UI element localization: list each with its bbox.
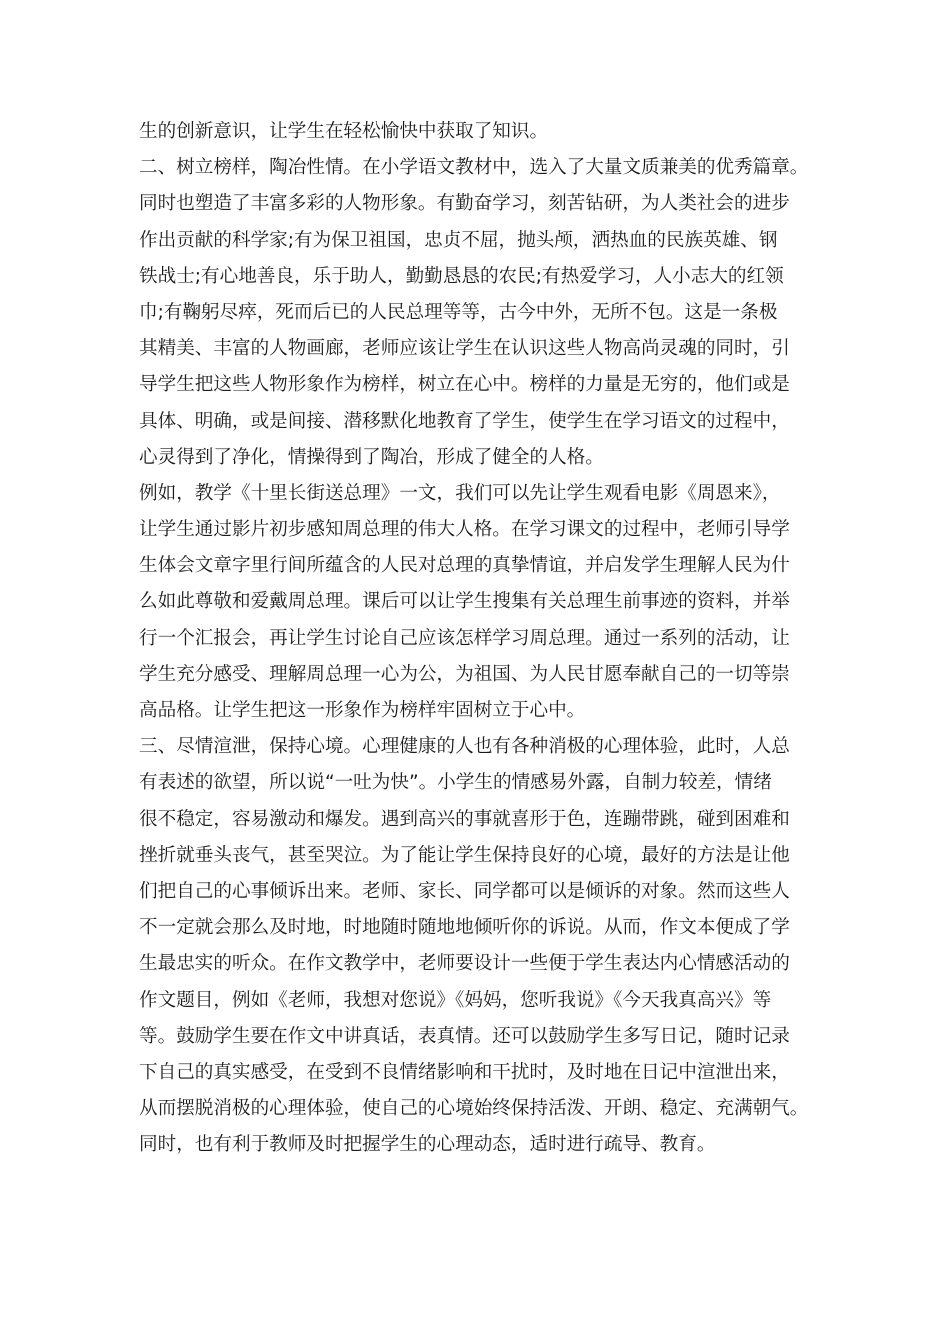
text-line: 心灵得到了净化，情操得到了陶冶，形成了健全的人格。 bbox=[139, 446, 604, 468]
text-line: 等。鼓励学生要在作文中讲真话，表真情。还可以鼓励学生多写日记，随时记录 bbox=[139, 1025, 790, 1047]
text-line: 有表述的欲望，所以说“一吐为快”。小学生的情感易外露，自制力较差，情绪 bbox=[139, 772, 772, 794]
text-line: 同时也塑造了丰富多彩的人物形象。有勤奋学习，刻苦钻研，为人类社会的进步 bbox=[139, 193, 790, 215]
text-line: 行一个汇报会，再让学生讨论自己应该怎样学习周总理。通过一系列的活动，让 bbox=[139, 627, 790, 649]
text-line: 作文题目，例如《老师，我想对您说》《妈妈，您听我说》《今天我真高兴》等 bbox=[139, 989, 772, 1011]
text-line: 二、树立榜样，陶冶性情。在小学语文教材中，选入了大量文质兼美的优秀篇章。 bbox=[139, 157, 809, 179]
text-line: 生的创新意识，让学生在轻松愉快中获取了知识。 bbox=[139, 121, 549, 142]
text-line: 巾;有鞠躬尽瘁，死而后已的人民总理等等，古今中外，无所不包。这是一条极 bbox=[139, 301, 778, 323]
text-line: 从而摆脱消极的心理体验，使自己的心境始终保持活泼、开朗、稳定、充满朝气。 bbox=[139, 1098, 809, 1120]
text-line: 导学生把这些人物形象作为榜样，树立在心中。榜样的力量是无穷的，他们或是 bbox=[139, 374, 790, 396]
text-line: 具体、明确，或是间接、潜移默化地教育了学生，使学生在学习语文的过程中， bbox=[139, 410, 790, 432]
text-line: 让学生通过影片初步感知周总理的伟大人格。在学习课文的过程中，老师引导学 bbox=[139, 519, 790, 541]
text-line: 生体会文章字里行间所蕴含的人民对总理的真挚情谊，并启发学生理解人民为什 bbox=[139, 555, 790, 577]
text-line: 铁战士;有心地善良，乐于助人，勤勤恳恳的农民;有热爱学习，人小志大的红领 bbox=[139, 265, 784, 287]
text-line: 同时，也有利于教师及时把握学生的心理动态，适时进行疏导、教育。 bbox=[139, 1134, 716, 1156]
text-line: 例如，教学《十里长街送总理》一文，我们可以先让学生观看电影《周恩来》， bbox=[139, 482, 781, 504]
text-line: 挫折就垂头丧气，甚至哭泣。为了能让学生保持良好的心境，最好的方法是让他 bbox=[139, 844, 790, 866]
text-line: 们把自己的心事倾诉出来。老师、家长、同学都可以是倾诉的对象。然而这些人 bbox=[139, 880, 790, 902]
text-line: 不一定就会那么及时地，时地随时随地地倾听你的诉说。从而，作文本便成了学 bbox=[139, 917, 790, 939]
text-line: 高品格。让学生把这一形象作为榜样牢固树立于心中。 bbox=[139, 700, 586, 721]
body-text bbox=[139, 114, 839, 1163]
text-line: 么如此尊敬和爱戴周总理。课后可以让学生搜集有关总理生前事迹的资料，并举 bbox=[139, 591, 790, 613]
text-line: 作出贡献的科学家;有为保卫祖国，忠贞不屈，抛头颅，洒热血的民族英雄、钢 bbox=[139, 229, 778, 251]
text-line: 生最忠实的听众。在作文教学中，老师要设计一些便于学生表达内心情感活动的 bbox=[139, 953, 790, 975]
text-line: 很不稳定，容易激动和爆发。遇到高兴的事就喜形于色，连蹦带跳，碰到困难和 bbox=[139, 808, 790, 830]
text-line: 下自己的真实感受，在受到不良情绪影响和干扰时，及时地在日记中渲泄出来， bbox=[139, 1061, 790, 1083]
text-line: 其精美、丰富的人物画廊，老师应该让学生在认识这些人物高尚灵魂的同时，引 bbox=[139, 338, 790, 360]
text-line: 三、尽情渲泄，保持心境。心理健康的人也有各种消极的心理体验，此时，人总 bbox=[139, 736, 790, 758]
text-line: 学生充分感受、理解周总理一心为公，为祖国、为人民甘愿奉献自己的一切等崇 bbox=[139, 663, 790, 685]
